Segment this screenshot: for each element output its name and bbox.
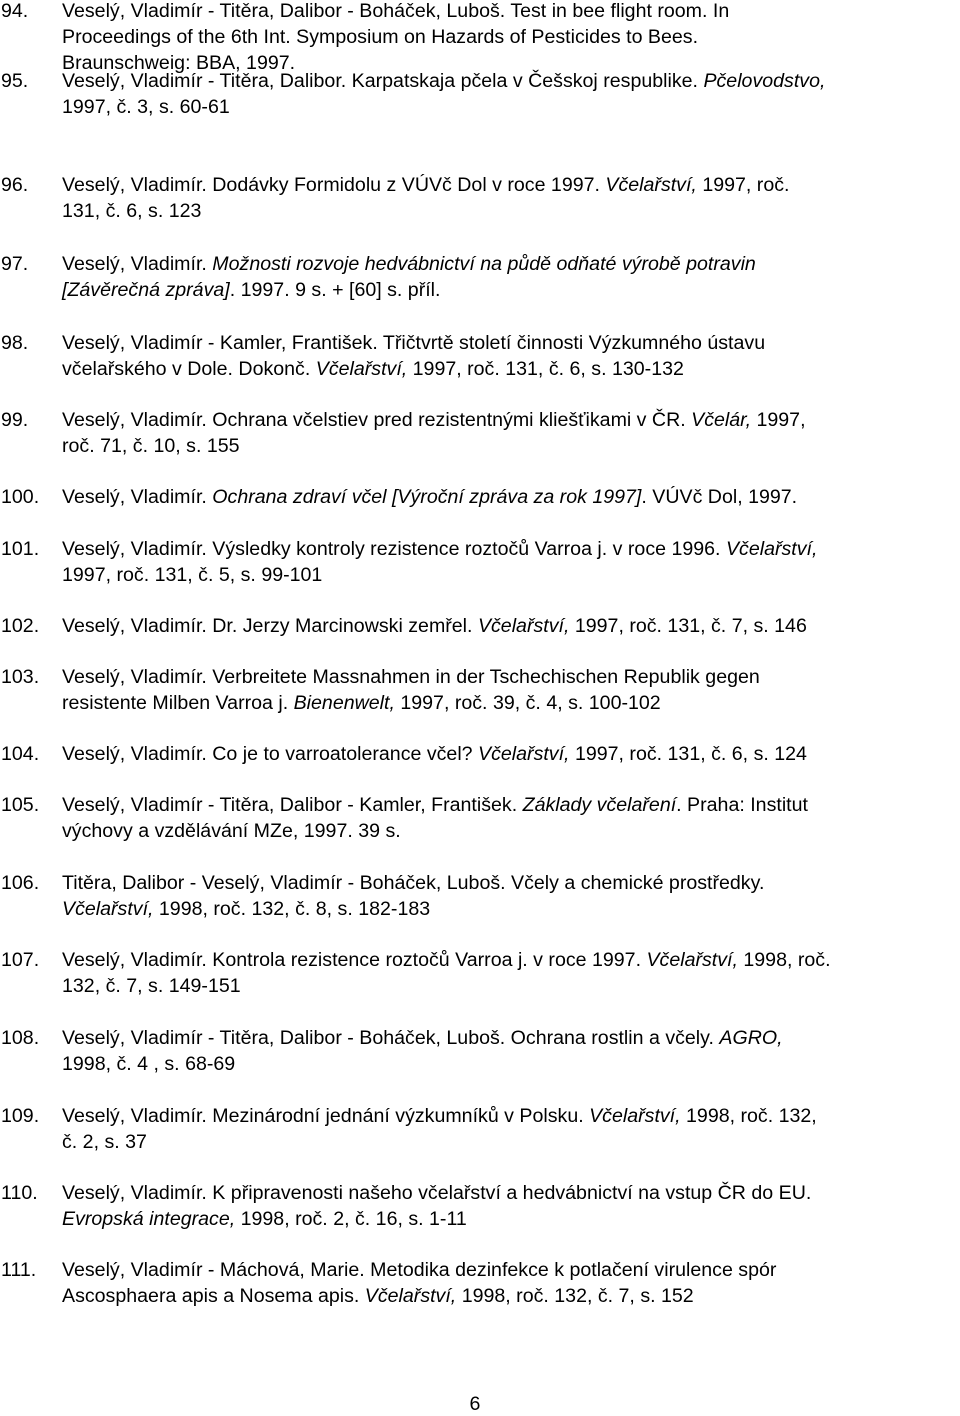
citation-segment: resistente Milben Varroa j. — [62, 692, 294, 714]
citation-segment: Braunschweig: BBA, 1997. — [62, 52, 296, 74]
citation-italic-segment: Včelařství, — [62, 898, 154, 920]
citation-italic-segment: Včelařství, — [589, 1105, 681, 1127]
entry-citation — [62, 947, 960, 999]
entry-number: 101. — [1, 538, 40, 560]
entry-number: 99. — [1, 409, 29, 431]
citation-segment: č. 2, s. 37 — [62, 1131, 147, 1153]
entry-number: 103. — [1, 666, 40, 688]
citation-line — [62, 330, 960, 356]
citation-line — [62, 1257, 960, 1283]
bibliography-entry — [0, 1025, 960, 1077]
citation-segment: 1997, — [751, 409, 806, 431]
citation-line — [62, 356, 960, 382]
citation-segment: Veselý, Vladimír - Titěra, Dalibor - Kamler, František. — [62, 794, 523, 816]
citation-italic-segment: Včelár, — [691, 409, 752, 431]
citation-segment: Veselý, Vladimír. Kontrola rezistence roztočů Varroa j. v roce 1997. — [62, 949, 647, 971]
entry-citation — [62, 330, 960, 382]
bibliography-entry — [0, 613, 960, 639]
citation-italic-segment: Včelařství, — [725, 538, 818, 560]
entry-citation — [62, 484, 960, 510]
bibliography-entry — [0, 1180, 960, 1232]
citation-italic-segment: Bienenwelt, — [293, 692, 395, 714]
citation-line — [62, 741, 960, 767]
entry-citation — [62, 870, 960, 922]
citation-line — [62, 536, 960, 562]
citation-italic-segment: Pčelovodstvo, — [703, 70, 826, 92]
citation-segment: 1997, roč. 131, č. 6, s. 124 — [569, 743, 807, 765]
citation-italic-segment: Možnosti rozvoje hedvábnictví na půdě odňaté výrobě potravin — [212, 253, 756, 275]
entry-number: 102. — [1, 615, 40, 637]
citation-line — [62, 172, 960, 198]
citation-segment: včelařského v Dole. Dokonč. — [62, 358, 316, 380]
citation-italic-segment: Včelařství, — [364, 1285, 457, 1307]
citation-line — [62, 24, 960, 50]
citation-italic-segment: [Závěrečná zpráva] — [62, 279, 230, 301]
citation-line — [62, 94, 960, 120]
entry-number: 95. — [1, 70, 29, 92]
citation-italic-segment: AGRO, — [719, 1027, 783, 1049]
citation-segment: 131, č. 6, s. 123 — [62, 200, 202, 222]
citation-line — [62, 870, 960, 896]
citation-segment: 1998, roč. — [737, 949, 831, 971]
citation-segment: Veselý, Vladimír. — [62, 253, 213, 275]
citation-segment: Titěra, Dalibor - Veselý, Vladimír - Boháček, Luboš. Včely a chemické prostředky. — [62, 872, 765, 894]
citation-segment: Veselý, Vladimír - Titěra, Dalibor - Boháček, Luboš. Ochrana rostlin a včely. — [62, 1027, 720, 1049]
entry-number: 110. — [1, 1182, 38, 1204]
entry-citation — [62, 251, 960, 303]
entry-number: 105. — [1, 794, 40, 816]
citation-segment: 1997, roč. 39, č. 4, s. 100-102 — [394, 692, 661, 714]
citation-italic-segment: Včelařství, — [477, 615, 570, 637]
citation-italic-segment: Včelařství, — [605, 174, 697, 196]
bibliography-entry — [0, 251, 960, 303]
entry-number: 94. — [1, 0, 29, 22]
entry-number: 97. — [1, 253, 29, 275]
citation-segment: . VÚVč Dol, 1997. — [641, 486, 798, 508]
citation-segment: Veselý, Vladimír. Mezinárodní jednání výzkumníků v Polsku. — [62, 1105, 590, 1127]
page-number: 6 — [469, 1393, 481, 1415]
citation-line — [62, 1180, 960, 1206]
citation-line — [62, 433, 960, 459]
citation-segment: Veselý, Vladimír - Máchová, Marie. Metodika dezinfekce k potlačení virulence spór — [62, 1259, 777, 1281]
entry-citation — [62, 1180, 960, 1232]
citation-segment: Proceedings of the 6th Int. Symposium on Hazards of Pesticides to Bees. — [62, 26, 699, 48]
citation-line — [62, 1025, 960, 1051]
bibliography-entry — [0, 407, 960, 459]
citation-line — [62, 1283, 960, 1309]
citation-line — [62, 947, 960, 973]
citation-segment: Veselý, Vladimír. Ochrana včelstiev pred rezistentnými kliešťikami v ČR. — [62, 409, 692, 431]
citation-line — [62, 1103, 960, 1129]
citation-segment: Veselý, Vladimír. Verbreitete Massnahmen in der Tschechischen Republik gegen — [62, 666, 760, 688]
citation-line — [62, 277, 960, 303]
citation-segment: 1997, roč. 131, č. 7, s. 146 — [569, 615, 807, 637]
bibliography-entry — [0, 172, 960, 224]
bibliography-entry — [0, 947, 960, 999]
citation-italic-segment: Včelařství, — [478, 743, 570, 765]
bibliography-entry — [0, 68, 960, 120]
citation-segment: 1998, č. 4 , s. 68-69 — [62, 1053, 236, 1075]
citation-line — [62, 973, 960, 999]
citation-line — [62, 818, 960, 844]
bibliography-entry — [0, 0, 960, 76]
citation-segment: výchovy a vzdělávání MZe, 1997. 39 s. — [62, 820, 401, 842]
citation-segment: 1997, roč. 131, č. 6, s. 130-132 — [407, 358, 684, 380]
bibliography-entry — [0, 330, 960, 382]
entry-citation — [62, 68, 960, 120]
citation-line — [62, 0, 960, 24]
citation-segment: . Praha: Institut — [676, 794, 808, 816]
entry-citation — [62, 613, 960, 639]
entry-citation — [62, 792, 960, 844]
citation-segment: 1997, roč. 131, č. 5, s. 99-101 — [62, 564, 323, 586]
entry-citation — [62, 0, 960, 76]
citation-italic-segment: Včelařství, — [315, 358, 408, 380]
citation-line — [62, 792, 960, 818]
entry-number: 108. — [1, 1027, 40, 1049]
citation-line — [62, 562, 960, 588]
citation-segment: roč. 71, č. 10, s. 155 — [62, 435, 240, 457]
citation-segment: Veselý, Vladimír. Výsledky kontroly rezistence roztočů Varroa j. v roce 1996. — [62, 538, 726, 560]
entry-number: 111. — [1, 1259, 37, 1281]
entry-citation — [62, 1103, 960, 1155]
entry-citation — [62, 536, 960, 588]
citation-segment: Veselý, Vladimír. Co je to varroatolerance včel? — [62, 743, 479, 765]
citation-segment: 1998, roč. 2, č. 16, s. 1-11 — [235, 1208, 467, 1230]
citation-line — [62, 68, 960, 94]
citation-line — [62, 690, 960, 716]
entry-number: 107. — [1, 949, 40, 971]
citation-segment: . 1997. 9 s. + [60] s. příl. — [229, 279, 441, 301]
citation-segment: Veselý, Vladimír. K připravenosti našeho včelařství a hedvábnictví na vstup ČR do EU. — [62, 1182, 812, 1204]
bibliography-entry — [0, 1257, 960, 1309]
citation-italic-segment: Evropská integrace, — [62, 1208, 236, 1230]
entry-number: 104. — [1, 743, 40, 765]
citation-segment: Ascosphaera apis a Nosema apis. — [62, 1285, 365, 1307]
entry-citation — [62, 664, 960, 716]
citation-italic-segment: Základy včelaření — [522, 794, 677, 816]
bibliography-entry — [0, 536, 960, 588]
citation-line — [62, 1051, 960, 1077]
citation-line — [62, 407, 960, 433]
citation-segment: 1998, roč. 132, — [680, 1105, 817, 1127]
entry-number: 109. — [1, 1105, 40, 1127]
entry-citation — [62, 741, 960, 767]
citation-line — [62, 251, 960, 277]
citation-segment: Veselý, Vladimír. Dodávky Formidolu z VÚVč Dol v roce 1997. — [62, 174, 606, 196]
citation-segment: Veselý, Vladimír. — [62, 486, 213, 508]
bibliography-entry — [0, 870, 960, 922]
citation-segment: 1997, roč. — [696, 174, 790, 196]
entry-number: 96. — [1, 174, 29, 196]
entry-number: 98. — [1, 332, 29, 354]
citation-segment: 1997, č. 3, s. 60-61 — [62, 96, 230, 118]
citation-line — [62, 198, 960, 224]
citation-line — [62, 484, 960, 510]
bibliography-entry — [0, 741, 960, 767]
citation-segment: Veselý, Vladimír - Titěra, Dalibor. Karpatskaja pčela v Češskoj respublike. — [62, 70, 704, 92]
bibliography-entry — [0, 484, 960, 510]
bibliography-entry — [0, 1103, 960, 1155]
entry-number: 106. — [1, 872, 40, 894]
citation-italic-segment: Včelařství, — [646, 949, 738, 971]
citation-line — [62, 896, 960, 922]
entry-citation — [62, 1025, 960, 1077]
entry-citation — [62, 1257, 960, 1309]
entry-citation — [62, 407, 960, 459]
citation-segment: 132, č. 7, s. 149-151 — [62, 975, 241, 997]
citation-line — [62, 1129, 960, 1155]
citation-segment: Veselý, Vladimír. Dr. Jerzy Marcinowski zemřel. — [62, 615, 478, 637]
citation-segment: Veselý, Vladimír - Kamler, František. Třičtvrtě století činnosti Výzkumného ústavu — [62, 332, 766, 354]
bibliography-entry — [0, 664, 960, 716]
entry-number: 100. — [1, 486, 40, 508]
citation-segment: 1998, roč. 132, č. 7, s. 152 — [456, 1285, 694, 1307]
citation-line — [62, 664, 960, 690]
citation-line — [62, 1206, 960, 1232]
citation-segment: Veselý, Vladimír - Titěra, Dalibor - Boháček, Luboš. Test in bee flight room. In — [62, 0, 730, 22]
entry-citation — [62, 172, 960, 224]
citation-line — [62, 613, 960, 639]
bibliography-entry — [0, 792, 960, 844]
citation-italic-segment: Ochrana zdraví včel [Výroční zpráva za rok 1997] — [212, 486, 642, 508]
citation-segment: 1998, roč. 132, č. 8, s. 182-183 — [153, 898, 431, 920]
